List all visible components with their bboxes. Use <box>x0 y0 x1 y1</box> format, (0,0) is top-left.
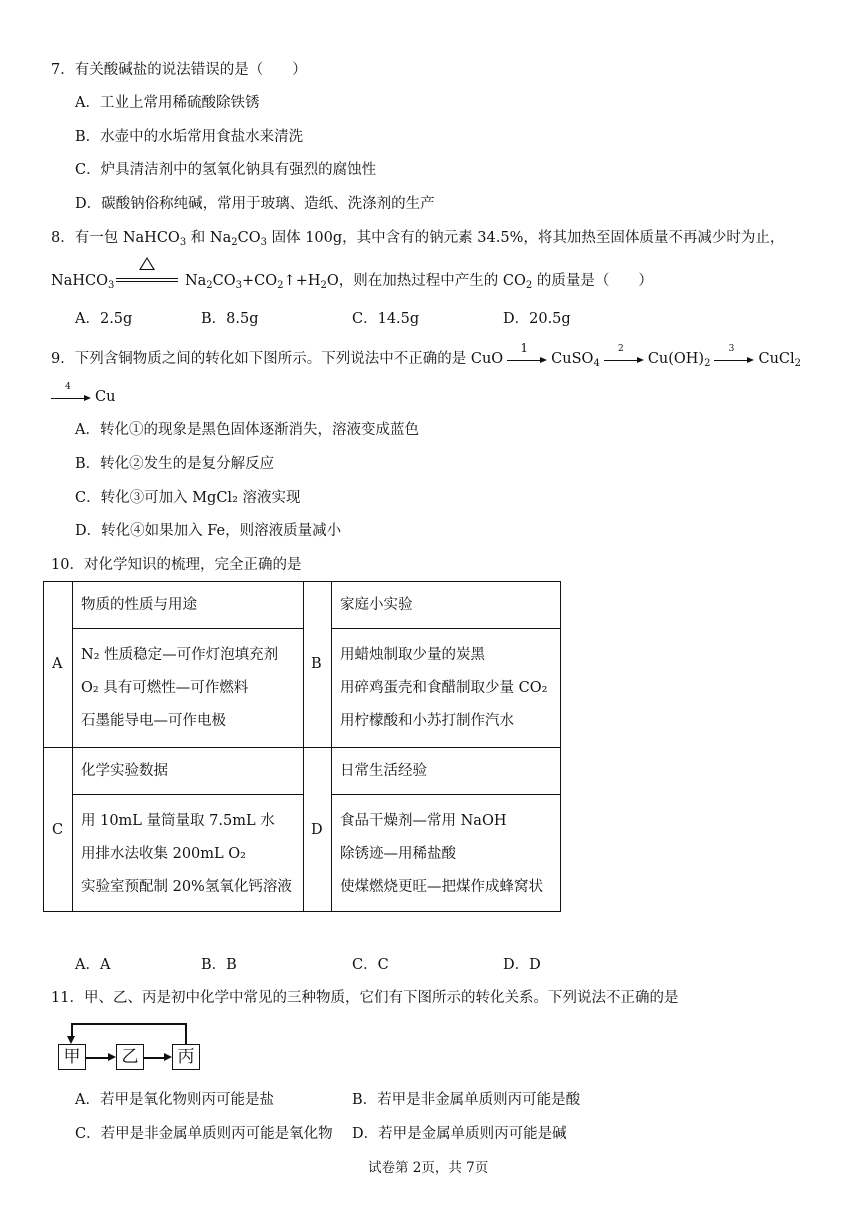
table-label-d: D <box>311 822 323 838</box>
arrow-3-icon: 3 <box>714 351 754 365</box>
q8-option-c: C．14.5g <box>352 311 420 327</box>
arrow-4-icon: 4 <box>51 389 91 403</box>
q10-stem: 10．对化学知识的梳理，完全正确的是 <box>51 557 302 573</box>
q10-option-b: B．B <box>201 957 237 973</box>
table-b-line-3: 用柠檬酸和小苏打制作汽水 <box>340 713 514 729</box>
q11-option-a: A．若甲是氧化物则丙可能是盐 <box>75 1092 274 1108</box>
table-label-a: A <box>52 656 63 672</box>
q7-option-d: D．碳酸钠俗称纯碱，常用于玻璃、造纸、洗涤剂的生产 <box>75 196 435 212</box>
table-header-a: 物质的性质与用途 <box>81 597 197 613</box>
q10-option-a: A．A <box>75 957 111 973</box>
table-d-line-3: 使煤燃烧更旺—把煤作成蜂窝状 <box>340 879 543 895</box>
q8-stem: 8．有一包 NaHCO$_3$ 和 $Na_2CO_3$ 固体 100g，其中含有的钠元素 34.5%，将其加热至固体质量不再减少时为止， <box>51 230 785 248</box>
table-header-c: 化学实验数据 <box>81 763 168 779</box>
q10-option-d: D．D <box>503 957 541 973</box>
q11-option-c: C．若甲是非金属单质则丙可能是氧化物 <box>75 1126 333 1142</box>
table-b-line-2: 用碎鸡蛋壳和食醋制取少量 CO₂ <box>340 680 548 696</box>
node-yi: 乙 <box>116 1044 144 1070</box>
q9-stem: 9．下列含铜物质之间的转化如下图所示。下列说法中不正确的是 CuO 1 CuSO$_4$ 2 $Cu(OH)_2$ 3 CuCl$_2$ <box>51 341 802 369</box>
arrow-down-icon <box>67 1036 75 1044</box>
table-a-line-2: O₂ 具有可燃性—可作燃料 <box>81 680 249 696</box>
q8-equation: NaHCO$_3$ $Na_2CO_3+CO_2↑+H_2O$，则在加热过程中产生的 $CO_2$ 的质量是（ ） <box>51 271 653 289</box>
q11-stem: 11．甲、乙、丙是初中化学中常见的三种物质，它们有下图所示的转化关系。下列说法不正确的是 <box>51 990 679 1006</box>
q7-option-c: C．炉具清洁剂中的氢氧化钠具有强烈的腐蚀性 <box>75 162 377 178</box>
arrow-1-icon: 1 <box>507 351 547 365</box>
q7-option-b: B．水壶中的水垢常用食盐水来清洗 <box>75 129 304 145</box>
q9-chain-tail: 4 Cu <box>51 389 115 405</box>
node-bing: 丙 <box>172 1044 200 1070</box>
table-c-line-1: 用 10mL 量筒量取 7.5mL 水 <box>81 813 275 829</box>
q8-option-b: B．8.5g <box>201 311 259 327</box>
q7-option-a: A．工业上常用稀硫酸除铁锈 <box>75 95 260 111</box>
table-header-d: 日常生活经验 <box>340 763 427 779</box>
q8-option-a: A．2.5g <box>75 311 133 327</box>
table-a-line-1: N₂ 性质稳定—可作灯泡填充剂 <box>81 647 279 663</box>
q10-option-c: C．C <box>352 957 389 973</box>
q9-option-c: C．转化③可加入 MgCl₂ 溶液实现 <box>75 490 301 506</box>
table-c-line-3: 实验室预配制 20%氢氧化钙溶液 <box>81 879 292 895</box>
table-a-line-3: 石墨能导电—可作电极 <box>81 713 226 729</box>
table-b-line-1: 用蜡烛制取少量的炭黑 <box>340 647 485 663</box>
q11-option-b: B．若甲是非金属单质则丙可能是酸 <box>352 1092 581 1108</box>
table-c-line-2: 用排水法收集 200mL O₂ <box>81 846 246 862</box>
heating-sign-icon <box>116 271 178 287</box>
arrow-2-icon: 2 <box>604 351 644 365</box>
q9-option-a: A．转化①的现象是黑色固体逐渐消失，溶液变成蓝色 <box>75 422 419 438</box>
table-header-b: 家庭小实验 <box>340 597 413 613</box>
arrow-right-icon <box>164 1053 172 1061</box>
q7-stem: 7．有关酸碱盐的说法错误的是（ ） <box>51 62 307 78</box>
q11-option-d: D．若甲是金属单质则丙可能是碱 <box>352 1126 567 1142</box>
table-d-line-1: 食品干燥剂—常用 NaOH <box>340 813 507 829</box>
table-label-b: B <box>311 656 322 672</box>
knowledge-table <box>43 581 561 912</box>
arrow-right-icon <box>108 1053 116 1061</box>
table-label-c: C <box>52 822 64 838</box>
q9-option-b: B．转化②发生的是复分解反应 <box>75 456 275 472</box>
node-jia: 甲 <box>58 1044 86 1070</box>
page-footer: 试卷第 2页，共 7页 <box>368 1160 489 1176</box>
q8-option-d: D．20.5g <box>503 311 571 327</box>
table-d-line-2: 除锈迹—用稀盐酸 <box>340 846 456 862</box>
q9-option-d: D．转化④如果加入 Fe，则溶液质量减小 <box>75 523 342 539</box>
